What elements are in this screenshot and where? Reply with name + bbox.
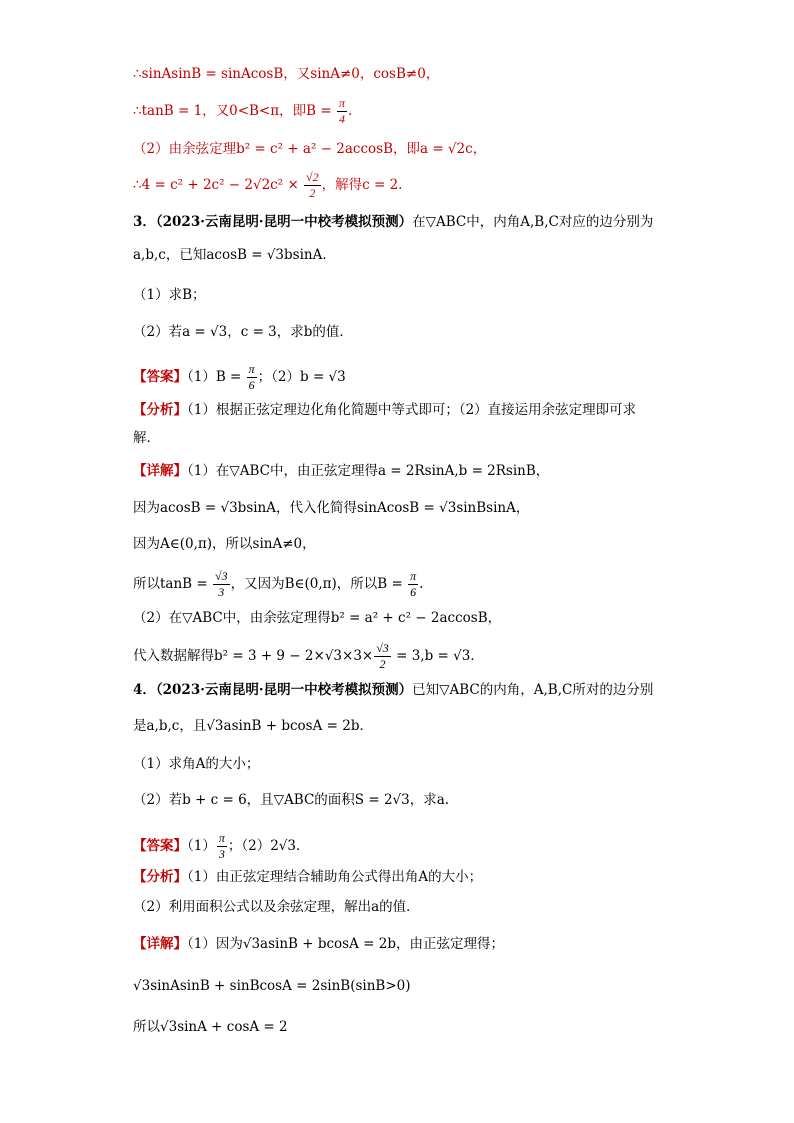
problem-4-line-2 [133, 716, 373, 736]
problem-4-answer [133, 831, 309, 862]
problem-3-detail [133, 461, 549, 481]
answer-text-end: ；（2）2√3． [227, 838, 310, 854]
problem-3-detail-line-6 [133, 641, 484, 672]
fraction-denominator: 3 [218, 847, 225, 861]
text-line-2: ∴tanB = 1，又0<B<π，即B = $\frac{\pi}{4}$ . [133, 96, 353, 126]
fraction-numerator: π [248, 362, 255, 376]
fraction-denominator: 6 [248, 378, 255, 392]
fraction-denominator: 2 [379, 657, 386, 671]
detail-tag: 【详解】 [133, 463, 187, 479]
analysis-text: （1）由正弦定理结合辅助角公式得出角A的大小； [187, 869, 483, 885]
detail-text: 因为acosB = √3bsinA，代入化简得sinAcosB = √3sinBsinA， [133, 500, 530, 516]
problem-3-question-1 [133, 285, 206, 305]
line-1-text: ∴sinAsinB = sinAcosB，又sinA≠0，cosB≠0， [133, 66, 440, 82]
problem-4-detail-line-2 [133, 976, 411, 996]
detail-tag: 【详解】 [133, 936, 187, 952]
detail-text: （2）在▽ABC中，由余弦定理得b² = a² + c² − 2accosB， [133, 610, 502, 626]
fraction-pi-over-3 [217, 831, 227, 862]
fraction-numerator: π [218, 831, 225, 845]
question-text: （2）若b + c = 6，且▽ABC的面积S = 2√3，求a. [133, 792, 450, 808]
answer-tag: 【答案】 [133, 369, 187, 385]
analysis-text: （1）根据正弦定理边化角化简题中等式即可；（2）直接运用余弦定理即可求 [187, 402, 637, 418]
fraction-numerator: π [410, 569, 417, 583]
problem-4-detail-line-3 [133, 1017, 288, 1037]
question-text: （1）求B； [133, 287, 206, 303]
question-text: （2）若a = √3，c = 3，求b的值． [133, 324, 353, 340]
problem-3-answer [133, 362, 346, 393]
detail-text: √3sinAsinB + sinBcosA = 2sinB(sinB>0) [133, 978, 411, 994]
fraction-pi-over-6 [247, 362, 257, 393]
problem-3-text: 在▽ABC中，内角A,B,C对应的边分别为 [412, 214, 654, 230]
problem-4-header [133, 680, 653, 700]
fraction-numerator: √3 [376, 641, 389, 655]
problem-4-analysis-line-2 [133, 897, 420, 917]
fraction-numerator: √2 [306, 170, 319, 184]
answer-text-end: ；（2）b = √3 [257, 369, 346, 385]
answer-text: （1）B = [187, 369, 246, 385]
problem-4-analysis [133, 867, 482, 887]
detail-text: 代入数据解得b² = 3 + 9 − 2×√3×3× [133, 648, 374, 664]
problem-3-analysis [133, 400, 636, 420]
problem-4-detail [133, 934, 504, 954]
fraction-numerator: √3 [214, 569, 228, 583]
text-line-1 [133, 64, 439, 84]
fraction-denominator: 6 [410, 585, 417, 599]
analysis-tag: 【分析】 [133, 402, 187, 418]
answer-text: （1） [187, 838, 216, 854]
answer-tag: 【答案】 [133, 838, 187, 854]
fraction-denominator: 4 [338, 112, 345, 126]
fraction-sqrt3-over-2 [374, 641, 391, 672]
fraction-sqrt2-over-2 [304, 170, 321, 201]
problem-4-question-1 [133, 754, 259, 774]
detail-text: （1）在▽ABC中，由正弦定理得a = 2RsinA,b = 2RsinB， [187, 463, 550, 479]
text-line-3 [133, 139, 486, 159]
fraction-numerator: π [338, 96, 345, 110]
fraction-pi-over-4 [337, 96, 347, 127]
text-line-4 [133, 170, 402, 201]
problem-4-text: 已知▽ABC的内角，A,B,C所对的边分别 [412, 682, 654, 698]
problem-3-header [133, 212, 653, 232]
fraction-pi-over-6 [408, 569, 418, 600]
problem-3-detail-line-4: 所以tanB = $\frac{√3}{3}$ ，又因为B∈(0,π)，所以B = $\frac{\pi}{6}$ . [133, 569, 424, 599]
problem-4-condition: 是a,b,c，且√3asinB + bcosA = 2b． [133, 718, 373, 734]
problem-3-line-2 [133, 245, 336, 265]
fraction-sqrt3-over-3 [213, 569, 230, 600]
problem-3-detail-line-2 [133, 498, 529, 518]
analysis-tag: 【分析】 [133, 869, 187, 885]
line-3-text: （2）由余弦定理b² = c² + a² − 2accosB，即a = √2c， [133, 141, 487, 157]
line-4-text: ∴4 = c² + 2c² − 2√2c² × [133, 177, 304, 193]
problem-3-analysis-line-2 [133, 428, 160, 448]
analysis-text: 解． [133, 430, 160, 446]
detail-text: ，又因为B∈(0,π)，所以B = [230, 576, 408, 592]
detail-text: 所以tanB = [133, 576, 212, 592]
problem-3-detail-line-3 [133, 534, 316, 554]
problem-3-source: 3．（2023·云南昆明·昆明一中校考模拟预测） [133, 214, 413, 230]
problem-4-source: 4．（2023·云南昆明·昆明一中校考模拟预测） [133, 682, 413, 698]
detail-text: = 3,b = √3． [391, 648, 484, 664]
line-4-text-end: ，解得c = 2. [321, 177, 403, 193]
problem-3-condition: a,b,c，已知acosB = √3bsinA． [133, 247, 336, 263]
question-text: （1）求角A的大小； [133, 756, 260, 772]
problem-3-detail-line-5 [133, 608, 501, 628]
line-2-text: ∴tanB = 1，又0<B<π，即B = [133, 103, 336, 119]
fraction-denominator: 2 [309, 186, 316, 200]
detail-text: （1）因为√3asinB + bcosA = 2b，由正弦定理得； [187, 936, 504, 952]
analysis-text: （2）利用面积公式以及余弦定理，解出a的值． [133, 899, 420, 915]
detail-text: 因为A∈(0,π)，所以sinA≠0， [133, 536, 316, 552]
problem-4-question-2 [133, 790, 449, 810]
problem-3-question-2 [133, 322, 353, 342]
fraction-denominator: 3 [218, 585, 225, 599]
detail-text: 所以√3sinA + cosA = 2 [133, 1019, 288, 1035]
